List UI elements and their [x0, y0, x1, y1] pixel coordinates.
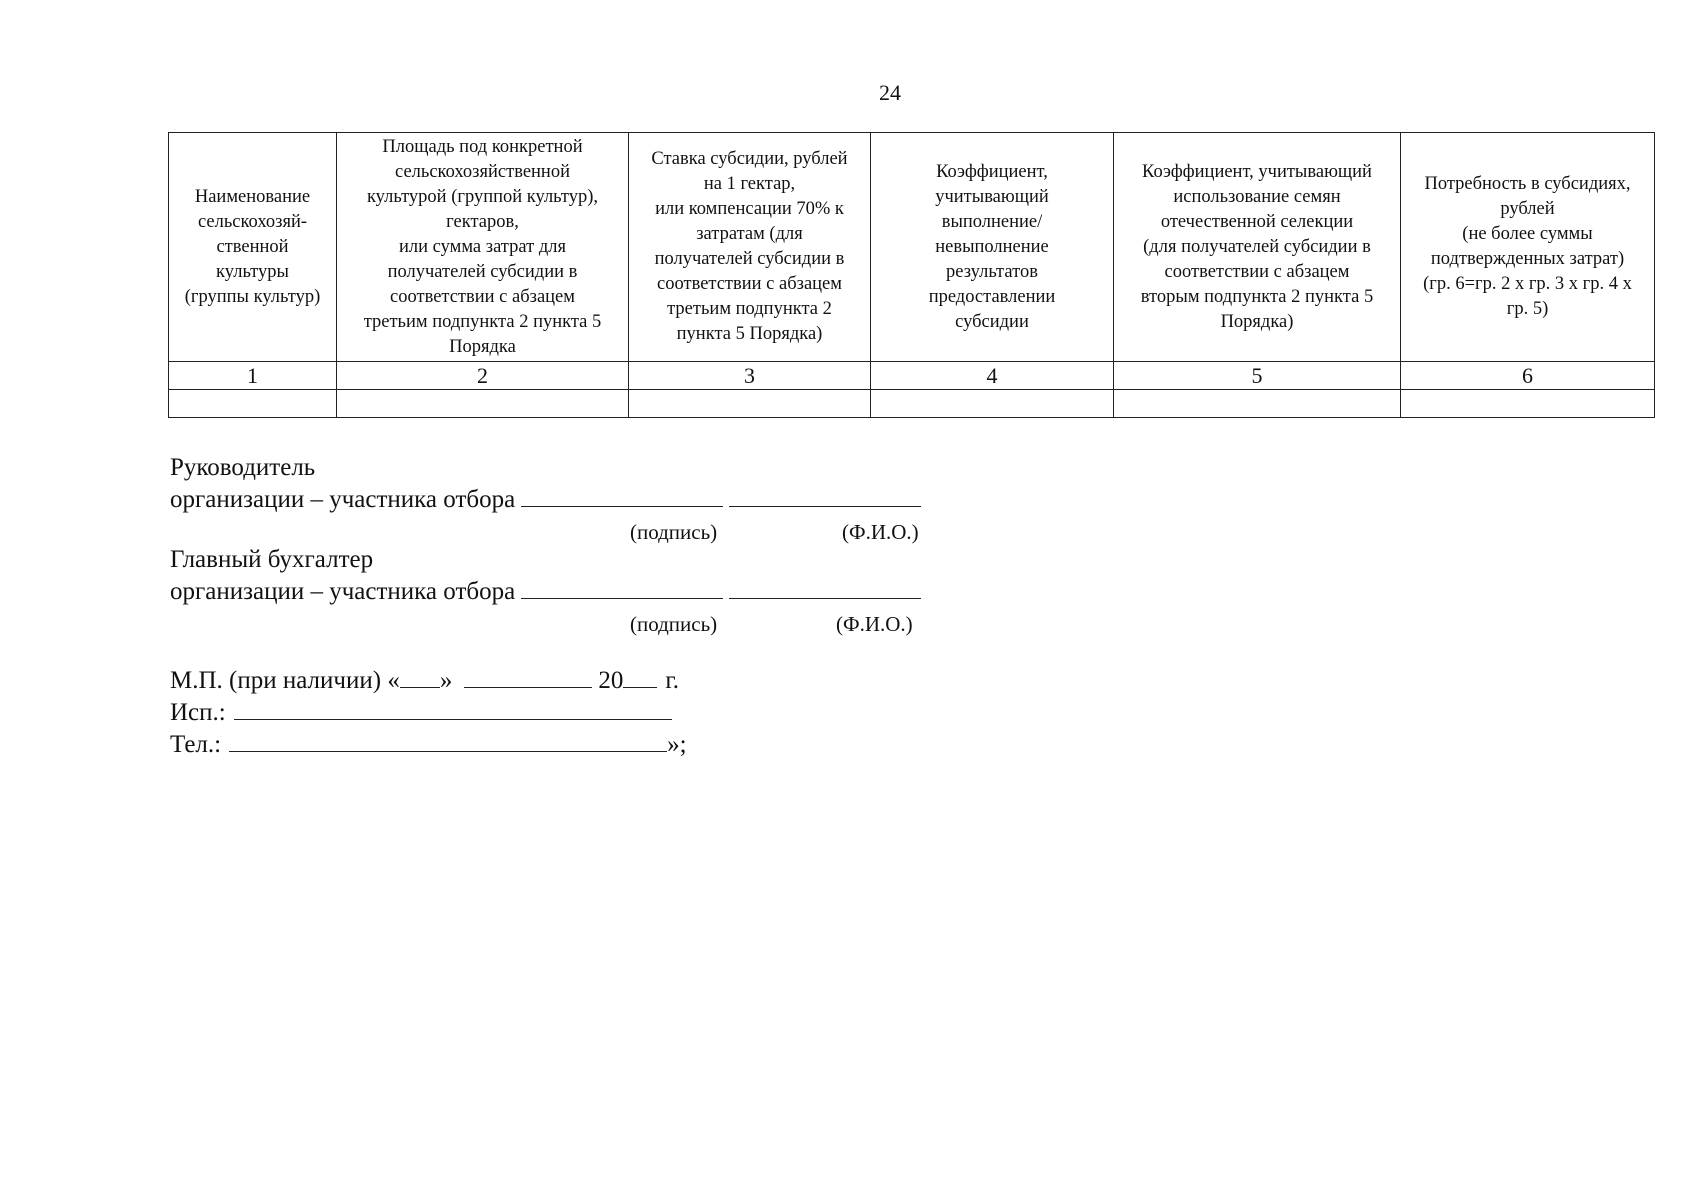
date-year-suffix: г.	[665, 667, 680, 694]
accountant-name-caption: (Ф.И.О.)	[836, 612, 913, 636]
column-number: 2	[337, 362, 629, 390]
executor-line	[170, 697, 687, 729]
footer-block	[170, 665, 687, 761]
table-cell[interactable]	[1114, 390, 1401, 418]
accountant-org-label: организации – участника отбора	[170, 578, 516, 605]
accountant-signature-caption: (подпись)	[630, 612, 718, 636]
table-cell[interactable]	[169, 390, 337, 418]
header-performance-coefficient: Коэффициент, учитывающий выполнение/ невыполнение результатов предоставлении субсидии	[871, 133, 1114, 362]
accountant-signature-field[interactable]	[521, 576, 723, 599]
date-year-prefix: 20	[598, 667, 624, 694]
date-month-field[interactable]	[464, 665, 592, 688]
column-number: 1	[169, 362, 337, 390]
page-number: 24	[879, 80, 901, 105]
phone-label: Тел.:	[170, 731, 222, 758]
head-org-label: организации – участника отбора	[170, 486, 516, 513]
table-cell[interactable]	[871, 390, 1114, 418]
table-cell[interactable]	[1401, 390, 1655, 418]
header-crop-name: Наименование сельскохозяй- ственной культуры (группы культур)	[169, 133, 337, 362]
column-number: 6	[1401, 362, 1655, 390]
phone-suffix: »;	[667, 731, 687, 758]
phone-line	[170, 729, 687, 761]
head-name-caption: (Ф.И.О.)	[842, 520, 919, 544]
table-header-row	[169, 133, 1655, 362]
column-number-row	[169, 362, 1655, 390]
column-number: 4	[871, 362, 1114, 390]
head-title: Руководитель	[170, 454, 316, 481]
head-signature-block	[170, 452, 921, 542]
phone-field[interactable]	[229, 729, 667, 752]
date-quote-close: »	[439, 667, 453, 694]
accountant-title: Главный бухгалтер	[170, 546, 374, 573]
header-seed-coefficient: Коэффициент, учитывающий использование семян отечественной селекции (для получателей субсидии в соответствии с абзацем вторым подпункта 2 пункта 5 Порядка)	[1114, 133, 1401, 362]
table-cell[interactable]	[337, 390, 629, 418]
head-signature-field[interactable]	[521, 484, 723, 507]
stamp-label: М.П. (при наличии) «	[170, 667, 400, 694]
header-area: Площадь под конкретной сельскохозяйственной культурой (группой культур), гектаров, или сумма затрат для получателей субсидии в соответствии с абзацем третьим подпункта 2 пункта 5 Порядка	[337, 133, 629, 362]
accountant-name-field[interactable]	[729, 576, 921, 599]
header-rate: Ставка субсидии, рублей на 1 гектар, или компенсации 70% к затратам (для получателей субсидии в соответствии с абзацем третьим подпункта 2 пункта 5 Порядка)	[629, 133, 871, 362]
accountant-signature-block	[170, 544, 921, 634]
table-row	[169, 390, 1655, 418]
column-number: 3	[629, 362, 871, 390]
executor-field[interactable]	[234, 697, 672, 720]
executor-label: Исп.:	[170, 699, 226, 726]
header-subsidy-need: Потребность в субсидиях, рублей (не более суммы подтвержденных затрат) (гр. 6=гр. 2 х гр. 3 х гр. 4 х гр. 5)	[1401, 133, 1655, 362]
head-name-field[interactable]	[729, 484, 921, 507]
column-number: 5	[1114, 362, 1401, 390]
date-year-field[interactable]	[623, 665, 657, 688]
subsidy-table	[168, 132, 1655, 418]
stamp-date-line	[170, 665, 687, 697]
table-cell[interactable]	[629, 390, 871, 418]
date-day-field[interactable]	[400, 665, 440, 688]
head-signature-caption: (подпись)	[630, 520, 718, 544]
